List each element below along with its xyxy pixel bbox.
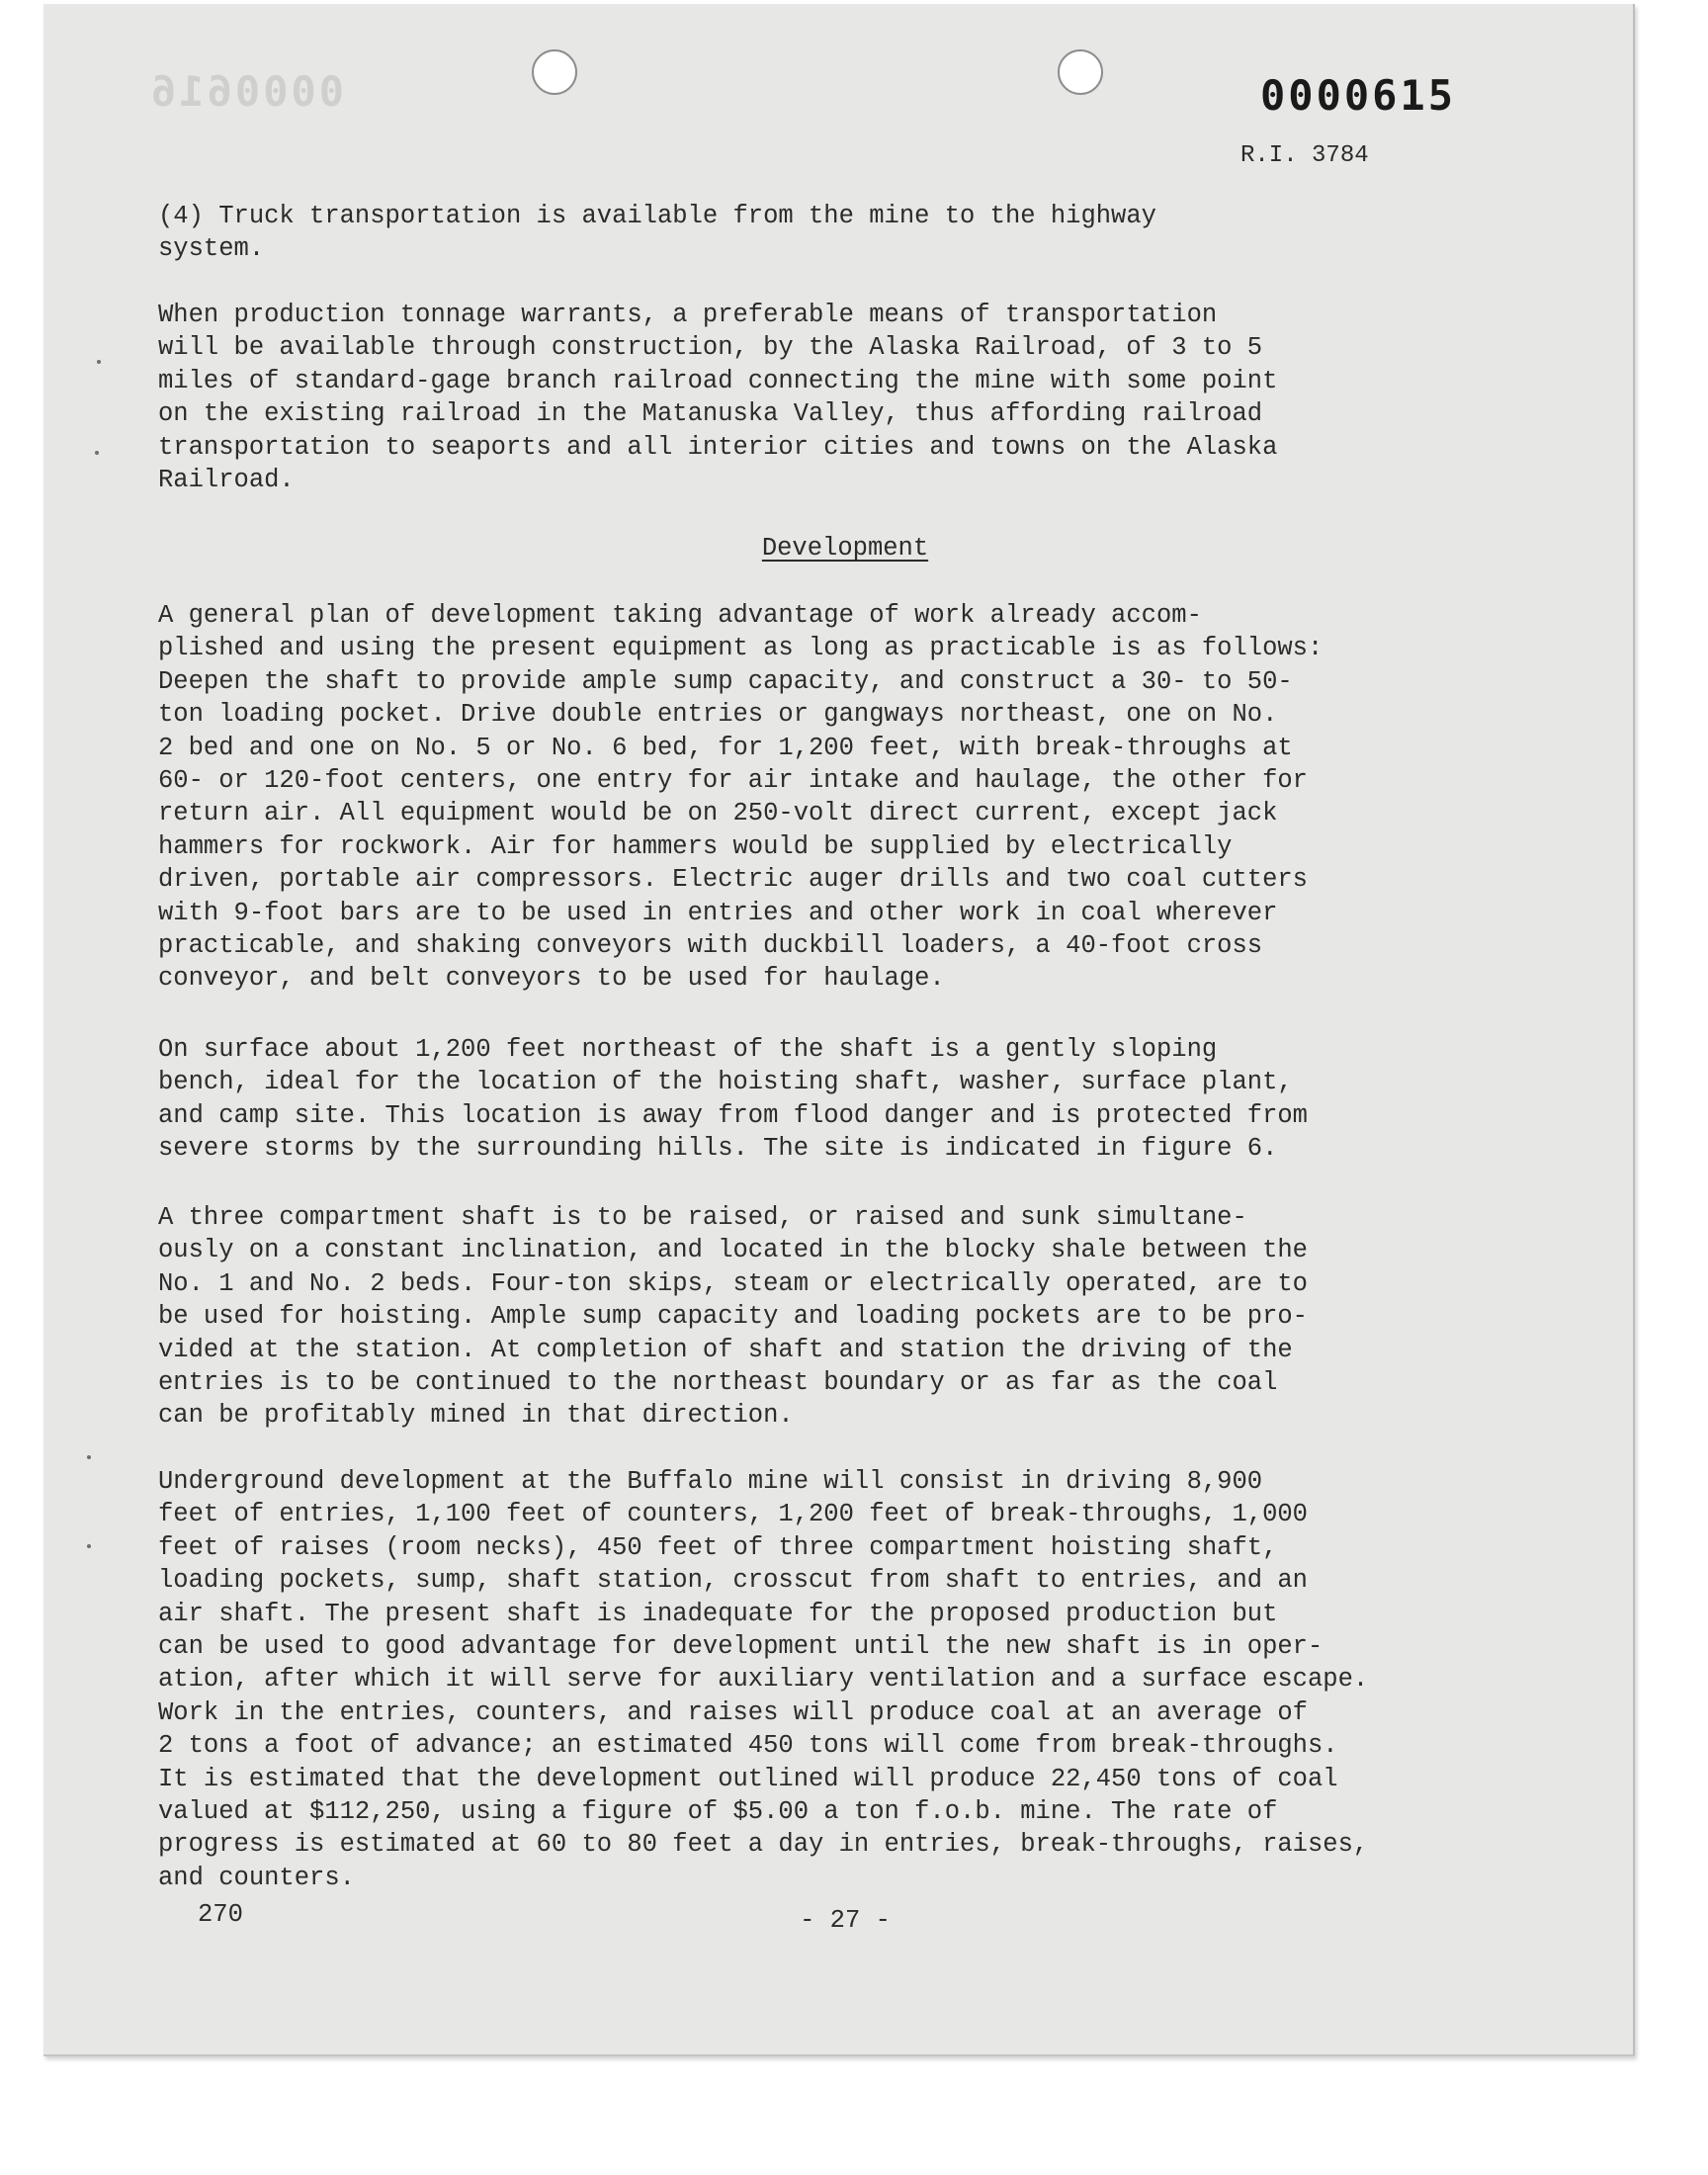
scan-speck bbox=[95, 451, 99, 455]
page-number: - 27 - bbox=[800, 1906, 891, 1935]
paragraph-three-compartment-shaft: A three compartment shaft is to be raised, or raised and sunk simultane- ously on a constant inclination, and located in the blocky shale between the No. 1 and No. 2 beds. Four-ton skips, steam or electrically operated, are to be used for hoisting. Ample sump capacity and loading pockets are to be pro- vided at the station. At completion of shaft and station the driving of the entries is to be continued to the northeast boundary or as far as the coal can be profitably mined in that direction. bbox=[158, 1203, 1308, 1431]
page-code: 270 bbox=[198, 1900, 243, 1929]
scan-speck bbox=[97, 360, 101, 364]
paragraph-underground-development: Underground development at the Buffalo mine will consist in driving 8,900 feet of entries, 1,100 feet of counters, 1,200 feet of break-throughs, 1,000 feet of raises (room necks), 450 feet of three compartment hoisting shaft, loading pockets, sump, shaft station, crosscut from shaft to entries, and an air shaft. The present shaft is inadequate for the proposed production but can be used to good advantage for development until the new shaft is in oper- ation, after which it will serve for auxiliary ventilation and a surface escape. Work in the entries, counters, and raises will produce coal at an average of 2 tons a foot of advance; an estimated 450 tons will come from break-throughs. It is estimated that the development outlined will produce 22,450 tons of coal valued at $112,250, using a figure of $5.00 a ton f.o.b. mine. The rate of progress is estimated at 60 to 80 feet a day in entries, break-throughs, raises, and counters. bbox=[158, 1467, 1369, 1892]
paragraph-railroad-transportation: When production tonnage warrants, a preferable means of transportation will be available through construction, by the Alaska Railroad, of 3 to 5 miles of standard-gage branch railroad connecting the mine with some point on the existing railroad in the Matanuska Valley, thus affording railroad transportation to seaports and all interior cities and towns on the Alaska Railroad. bbox=[158, 301, 1278, 495]
paragraph-truck-transportation: (4) Truck transportation is available from the mine to the highway system. bbox=[158, 202, 1156, 264]
scan-speck bbox=[87, 1455, 91, 1459]
punch-hole-right bbox=[1058, 49, 1103, 95]
document-id-stamp: 0000615 bbox=[1260, 71, 1457, 120]
bleed-through-stamp: 0000616 bbox=[148, 67, 345, 116]
report-number: R.I. 3784 bbox=[1240, 142, 1369, 169]
paragraph-surface-bench: On surface about 1,200 feet northeast of the shaft is a gently sloping bench, ideal for the location of the hoisting shaft, washer, surface plant, and camp site. This location is away from flood danger and is protected from severe storms by the surrounding hills. The site is indicated in figure 6. bbox=[158, 1035, 1308, 1164]
scan-speck bbox=[87, 1544, 91, 1548]
punch-hole-left bbox=[532, 49, 577, 95]
section-heading-text: Development bbox=[761, 534, 929, 563]
paragraph-development-plan: A general plan of development taking advantage of work already accom- plished and using the present equipment as long as practicable is as follows: Deepen the shaft to provide ample sump capacity, and construct a 30- to 50- ton loading pocket. Drive double entries or gangways northeast, one on No. 2 bed and one on No. 5 or No. 6 bed, for 1,200 feet, with break-throughs at 60- or 120-foot centers, one entry for air intake and haulage, the other for return air. All equipment would be on 250-volt direct current, except jack hammers for rockwork. Air for hammers would be supplied by electrically driven, portable air compressors. Electric auger drills and two coal cutters with 9-foot bars are to be used in entries and other work in coal wherever practicable, and shaking conveyors with duckbill loaders, a 40-foot cross conveyor, and belt conveyors to be used for haulage. bbox=[158, 601, 1324, 994]
section-heading bbox=[633, 534, 1058, 563]
